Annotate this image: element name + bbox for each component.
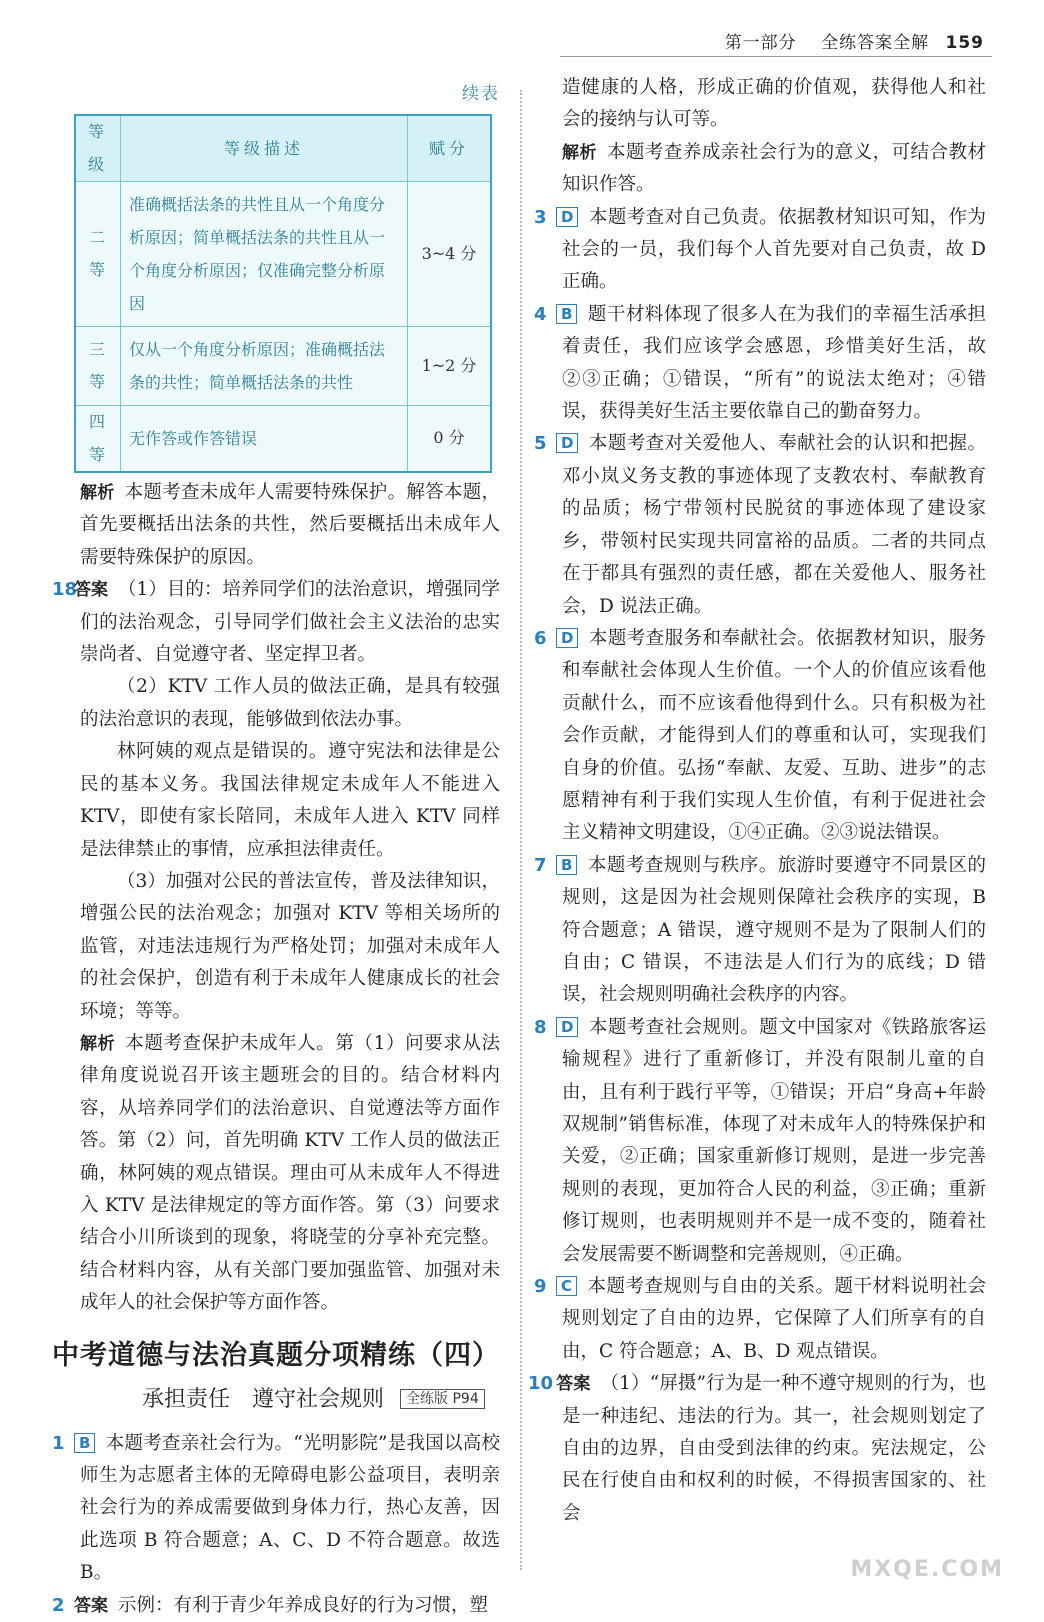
answer-paragraph: （2）KTV 工作人员的做法正确，是具有较强的法治意识的表现，能够做到依法办事。 [80, 676, 500, 730]
analysis-paragraph [534, 137, 986, 202]
analysis-paragraph [52, 477, 500, 574]
table-header-score: 赋分 [408, 115, 492, 181]
question-number: 10 [528, 1373, 554, 1395]
page-number: 159 [945, 33, 984, 53]
row-score: 1~2 分 [408, 327, 492, 406]
row-level: 四等 [75, 406, 121, 472]
question-text: 本题考查服务和奉献社会。依据教材知识，服务和奉献社会体现人生价值。一个人的价值应该看他贡献什么，而不应该看他得到什么。只有积极为社会作贡献，才能得到人们的尊重和认可，实现我们自身的价值。弘扬“奉献、友爱、互助、进步”的志愿精神有利于我们实现人生价值，有利于促进社会主义精神文明建设，①④正确。②③说法错误。 [562, 627, 986, 844]
question-text: 题干材料体现了很多人在为我们的幸福生活承担着责任，我们应该学会感恩，珍惜美好生活，故②③正确；①错误，“所有”的说法太绝对；④错误，获得美好生活主要依靠自己的勤奋努力。 [562, 303, 986, 423]
row-desc: 准确概括法条的共性且从一个角度分析原因；简单概括法条的共性且从一个角度分析原因；仅准确完整分析原因 [121, 182, 408, 327]
question-text: （1）“屏摄”行为是一种不遵守规则的行为，也是一种违纪、违法的行为。其一，社会规则划定了自由的边界，自由受到法律的约束。宪法规定，公民在行使自由和权利的时候，不得损害国家的、社会 [562, 1373, 986, 1524]
question-1 [52, 1428, 500, 1590]
row-score: 3~4 分 [408, 182, 492, 327]
question-7 [534, 850, 986, 1012]
question-9 [534, 1271, 986, 1368]
question-number: 5 [534, 433, 547, 455]
right-column [528, 72, 986, 1530]
left-column [52, 78, 500, 1622]
question-2 [52, 1590, 500, 1622]
answer-continuation: 造健康的人格，形成正确的价值观，获得他人和社会的接纳与认可等。 [562, 77, 986, 131]
answer-tag: 答案 [74, 580, 109, 601]
answer-box: B [556, 304, 577, 324]
answer-box: B [74, 1433, 95, 1453]
row-desc: 仅从一个角度分析原因；准确概括法条的共性；简单概括法条的共性 [121, 327, 408, 406]
answer-box: B [556, 855, 577, 875]
analysis-tag: 解析 [80, 1033, 116, 1054]
section-ref-badge: 全练版 P94 [400, 1389, 485, 1409]
question-8 [534, 1012, 986, 1271]
header-part: 第一部分 [724, 33, 797, 53]
question-text: 本题考查对自己负责。依据教材知识可知，作为社会的一员，我们每个人首先要对自己负责，故 D 正确。 [562, 206, 986, 293]
analysis-tag: 解析 [80, 483, 115, 504]
section-title: 中考道德与法治真题分项精练（四） [52, 1339, 500, 1371]
answer-paragraph: （3）加强对公民的普法宣传，普及法律知识，增强公民的法治观念；加强对 KTV 等相关场所的监管，对违法违规行为严格处罚；加强对未成年人的社会保护，创造有利于未成年人健康成长的社会环境；等等。 [80, 870, 500, 1022]
question-text: 本题考查社会规则。题文中国家对《铁路旅客运输规程》进行了重新修订，并没有限制儿童的自由，且有利于践行平等，①错误；开启“身高+年龄双规制”销售标准，体现了对未成年人的特殊保护和关爱，②正确；国家重新修订规则，是进一步完善规则的表现，更加符合人民的利益，③正确；重新修订规则，也表明规则并不是一成不变的，随着社会发展需要不断调整和完善规则，④正确。 [562, 1016, 986, 1265]
table-row [75, 327, 491, 406]
question-text: 本题考查规则与秩序。旅游时要遵守不同景区的规则，这是因为社会规则保障社会秩序的实现，B 符合题意；A 错误，遵守规则不是为了限制人们的自由；C 错误，不违法是人们行为的底线；D 错误，社会规则明确社会秩序的内容。 [562, 854, 986, 1006]
section-subtitle [142, 1382, 500, 1418]
answer-box: D [556, 433, 578, 453]
row-level: 二等 [75, 182, 121, 327]
table-header-row [75, 115, 491, 181]
question-6 [534, 623, 986, 850]
answer-box: C [556, 1276, 577, 1296]
question-number: 3 [534, 206, 547, 228]
table-row [75, 182, 491, 327]
page-header [725, 28, 984, 53]
continued-label: 续表 [462, 84, 500, 104]
answer-box: D [556, 628, 578, 648]
row-score: 0 分 [408, 406, 492, 472]
question-number: 1 [52, 1432, 65, 1454]
watermark: MXQE.COM [850, 1557, 1004, 1582]
question-text: 示例：有利于青少年养成良好的行为习惯，塑 [118, 1594, 489, 1616]
answer-tag: 答案 [556, 1374, 591, 1395]
answer-box: D [556, 207, 578, 227]
question-10 [528, 1368, 986, 1530]
question-number: 8 [534, 1016, 547, 1038]
header-rule [560, 56, 992, 57]
answer-paragraph: 林阿姨的观点是错误的。遵守宪法和法律是公民的基本义务。我国法律规定未成年人不能进入 KTV，即使有家长陪同，未成年人进入 KTV 同样是法律禁止的事情，应承担法律责任。 [80, 741, 500, 860]
analysis-text: 本题考查养成亲社会行为的意义，可结合教材知识作答。 [562, 141, 986, 196]
section-subtitle-text: 承担责任 遵守社会规则 [142, 1386, 385, 1412]
table-header-level: 等级 [75, 115, 121, 181]
column-divider [520, 90, 522, 1570]
analysis-paragraph [52, 1028, 500, 1320]
answer-text: （1）目的：培养同学们的法治意识，增强同学们的法治观念，引导同学们做社会主义法治的忠实崇尚者、自觉遵守者、坚定捍卫者。 [80, 579, 500, 666]
question-number: 7 [534, 854, 547, 876]
question-number: 2 [52, 1594, 65, 1616]
question-5 [534, 428, 986, 622]
row-desc: 无作答或作答错误 [121, 406, 408, 472]
question-text: 本题考查规则与自由的关系。题干材料说明社会规则划定了自由的边界，它保障了人们所享有的自由，C 符合题意；A、B、D 观点错误。 [562, 1276, 986, 1362]
question-text: 本题考查对关爱他人、奉献社会的认识和把握。邓小岚义务支教的事迹体现了支教农村、奉献教育的品质；杨宁带领村民脱贫的事迹体现了建设家乡，带领村民实现共同富裕的品质。二者的共同点在于都具有强烈的责任感，都在关爱他人、服务社会，D 说法正确。 [562, 433, 986, 617]
header-title: 全练答案全解 [821, 33, 930, 53]
analysis-text: 本题考查保护未成年人。第（1）问要求从法律角度说说召开该主题班会的目的。结合材料内容，从培养同学们的法治意识、自觉遵法等方面作答。第（2）问，首先明确 KTV 工作人员的做法正确，林阿姨的观点错误。理由可从未成年人不得进入 KTV 是法律规定的等方面作答。第（3）问要求结合小川所谈到的现象，将晓莹的分享补充完整。结合材料内容，从有关部门要加强监管、加强对未成年人的社会保护等方面作答。 [80, 1032, 500, 1314]
question-3 [534, 202, 986, 299]
table-row [75, 406, 491, 472]
analysis-text: 本题考查未成年人需要特殊保护。解答本题，首先要概括出法条的共性，然后要概括出未成年人需要特殊保护的原因。 [80, 482, 500, 568]
question-number: 4 [534, 303, 547, 325]
grading-table [74, 114, 492, 473]
question-number: 9 [534, 1276, 547, 1298]
question-number: 6 [534, 627, 547, 649]
analysis-tag: 解析 [562, 142, 597, 163]
answer-tag: 答案 [74, 1595, 108, 1616]
question-18 [52, 574, 500, 671]
question-text: 本题考查亲社会行为。“光明影院”是我国以高校师生为志愿者主体的无障碍电影公益项目，表明亲社会行为的养成需要做到身体力行，热心友善，因此选项 B 符合题意；A、C、D 不符合题意。故选 B。 [80, 1432, 500, 1584]
question-4 [534, 299, 986, 429]
row-level: 三等 [75, 327, 121, 406]
question-number: 18 [52, 579, 78, 601]
answer-box: D [556, 1017, 578, 1037]
table-header-desc: 等级描述 [121, 115, 408, 181]
